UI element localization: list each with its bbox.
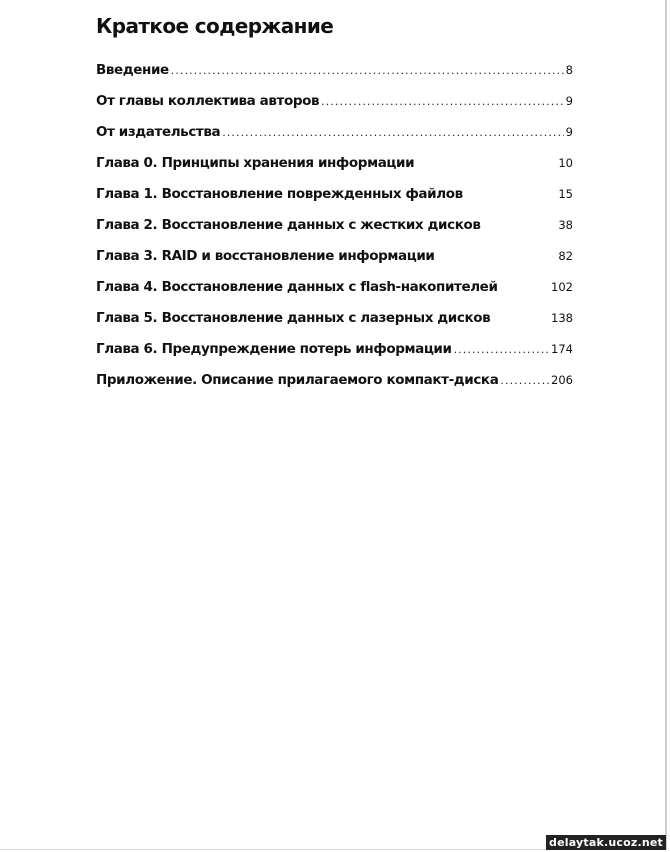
toc-entry-page: 8 <box>565 63 573 77</box>
toc-entry-label: Приложение. Описание прилагаемого компакт-диска <box>96 372 499 388</box>
toc-dot-leader <box>321 95 564 108</box>
toc-entry-label: Глава 1. Восстановление поврежденных файлов <box>96 186 463 202</box>
toc-entry-label: Глава 5. Восстановление данных с лазерных дисков <box>96 310 491 326</box>
toc-entry-page: 138 <box>551 311 573 325</box>
toc-entry-chapter-1[interactable] <box>96 186 573 217</box>
toc-entry-page: 174 <box>551 342 573 356</box>
toc-entry-page: 82 <box>558 249 573 263</box>
toc-entry-from-authors[interactable] <box>96 93 573 124</box>
table-of-contents <box>96 62 573 403</box>
toc-entry-chapter-0[interactable] <box>96 155 573 186</box>
toc-entry-page: 102 <box>551 280 573 294</box>
toc-entry-label: Глава 6. Предупреждение потерь информации <box>96 341 452 357</box>
toc-entry-page: 9 <box>565 94 573 108</box>
toc-entry-label: Глава 4. Восстановление данных с flash-накопителей <box>96 279 498 295</box>
toc-entry-label: Введение <box>96 62 169 78</box>
toc-entry-page: 206 <box>551 373 573 387</box>
toc-entry-chapter-3[interactable] <box>96 248 573 279</box>
toc-dot-leader <box>171 64 564 77</box>
toc-entry-chapter-6[interactable] <box>96 341 573 372</box>
toc-entry-chapter-2[interactable] <box>96 217 573 248</box>
toc-entry-label: От главы коллектива авторов <box>96 93 320 109</box>
toc-entry-introduction[interactable] <box>96 62 573 93</box>
toc-entry-label: Глава 0. Принципы хранения информации <box>96 155 415 171</box>
toc-entry-page: 9 <box>565 125 573 139</box>
toc-entry-page: 38 <box>558 218 573 232</box>
page-title: Краткое содержание <box>96 14 334 38</box>
toc-dot-leader <box>500 374 549 387</box>
toc-entry-from-publisher[interactable] <box>96 124 573 155</box>
toc-entry-label: Глава 2. Восстановление данных с жестких дисков <box>96 217 481 233</box>
toc-entry-page: 10 <box>558 156 573 170</box>
toc-entry-label: Глава 3. RAID и восстановление информации <box>96 248 435 264</box>
toc-entry-chapter-4[interactable] <box>96 279 573 310</box>
site-watermark: delaytak.ucoz.net <box>546 835 666 850</box>
toc-entry-page: 15 <box>558 187 573 201</box>
toc-dot-leader <box>454 343 549 356</box>
toc-entry-label: От издательства <box>96 124 221 140</box>
toc-entry-appendix[interactable] <box>96 372 573 403</box>
toc-entry-chapter-5[interactable] <box>96 310 573 341</box>
toc-dot-leader <box>222 126 563 139</box>
